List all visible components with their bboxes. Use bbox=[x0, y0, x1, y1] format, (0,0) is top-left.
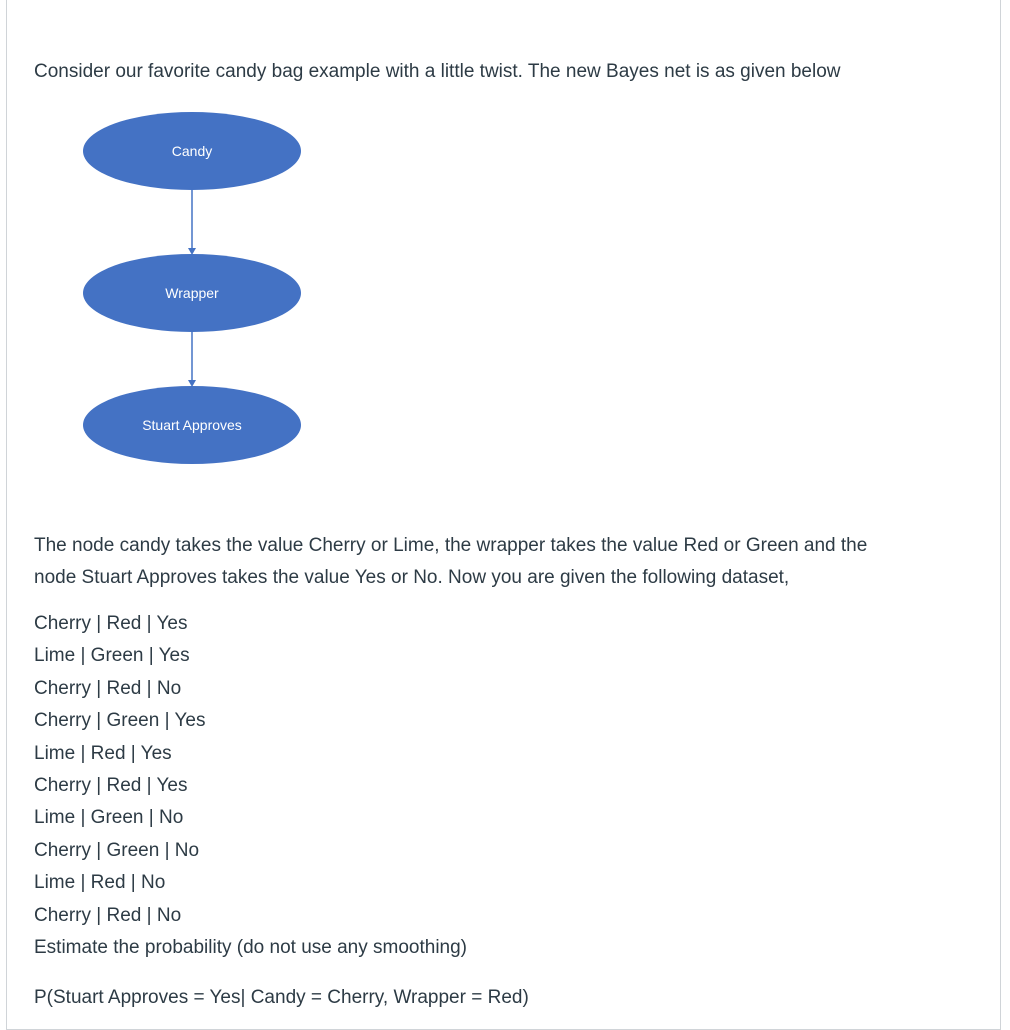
dataset-row: Lime | Red | No bbox=[34, 872, 166, 894]
dataset-row: Cherry | Red | No bbox=[34, 677, 182, 699]
node-candy bbox=[83, 112, 301, 190]
instruction-text: Estimate the probability (do not use any smoothing) bbox=[34, 937, 468, 958]
intro-text: Consider our favorite candy bag example with a little twist. The new Bayes net is as given below bbox=[34, 61, 841, 82]
description-line-1: The node candy takes the value Cherry or Lime, the wrapper takes the value Red or Green and the bbox=[34, 535, 868, 556]
dataset-row: Cherry | Red | No bbox=[34, 904, 182, 926]
bayes-net-diagram bbox=[81, 108, 309, 468]
probability-query: P(Stuart Approves = Yes| Candy = Cherry, Wrapper = Red) bbox=[34, 987, 529, 1008]
node-stuart-approves bbox=[83, 386, 301, 464]
dataset-row: Lime | Red | Yes bbox=[34, 742, 172, 764]
edge-wrapper-stuart bbox=[188, 332, 196, 387]
dataset-row: Lime | Green | Yes bbox=[34, 645, 190, 667]
node-wrapper bbox=[83, 254, 301, 332]
node-candy-label: Candy bbox=[171, 143, 213, 159]
dataset-row: Cherry | Red | Yes bbox=[34, 775, 188, 797]
node-stuart-approves-label: Stuart Approves bbox=[142, 417, 242, 433]
dataset-row: Cherry | Green | Yes bbox=[34, 710, 206, 732]
description-line-2: node Stuart Approves takes the value Yes or No. Now you are given the following dataset, bbox=[34, 567, 790, 588]
dataset-row: Cherry | Green | No bbox=[34, 839, 200, 861]
edge-candy-wrapper bbox=[188, 190, 196, 255]
node-wrapper-label: Wrapper bbox=[165, 285, 219, 301]
question-panel bbox=[6, 0, 1001, 1030]
description-paragraph bbox=[34, 530, 984, 594]
dataset-row: Lime | Green | No bbox=[34, 807, 184, 829]
dataset-list bbox=[34, 608, 205, 932]
dataset-row: Cherry | Red | Yes bbox=[34, 613, 188, 634]
